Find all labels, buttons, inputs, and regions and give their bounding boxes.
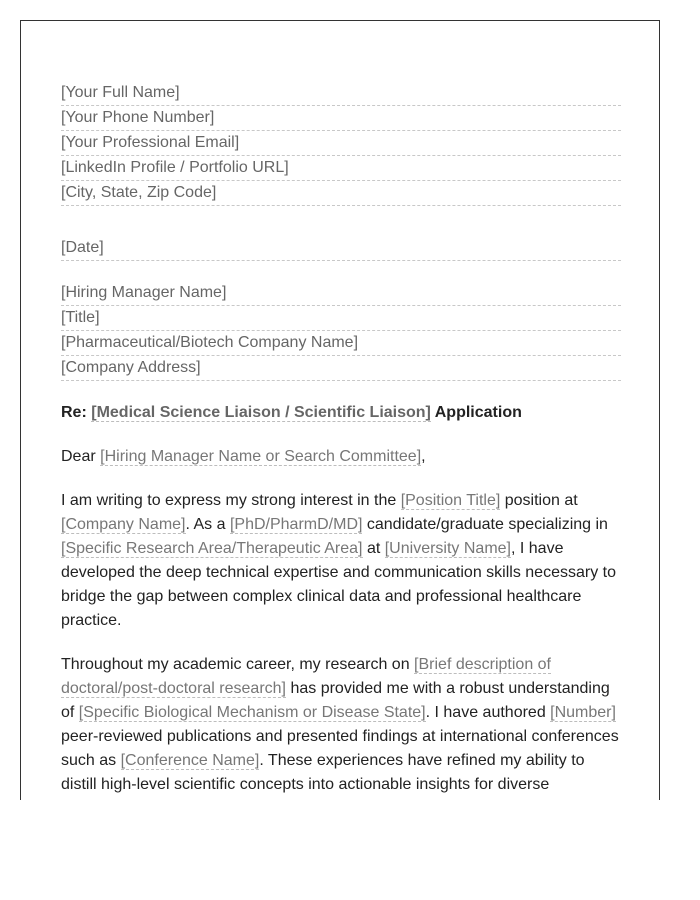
sender-location-field[interactable]: [City, State, Zip Code] xyxy=(61,181,621,206)
company-name-placeholder[interactable]: [Company Name] xyxy=(61,516,186,533)
para2-text-3: . I have authored xyxy=(425,704,551,721)
para2-text-4: peer-reviewed publications and presented findings at international conferences such as xyxy=(61,728,619,769)
sender-block xyxy=(61,81,621,206)
mechanism-placeholder[interactable]: [Specific Biological Mechanism or Disease State] xyxy=(78,704,426,721)
para1-text-5: at xyxy=(362,540,385,557)
sender-email-field[interactable]: [Your Professional Email] xyxy=(61,131,621,156)
recipient-company-field[interactable]: [Pharmaceutical/Biotech Company Name] xyxy=(61,331,621,356)
subject-suffix: Application xyxy=(434,404,522,421)
position-title-placeholder[interactable]: [Position Title] xyxy=(400,492,501,509)
salutation-prefix: Dear xyxy=(61,448,96,465)
recipient-address-field[interactable]: [Company Address] xyxy=(61,356,621,381)
salutation-name-placeholder[interactable]: [Hiring Manager Name or Search Committee] xyxy=(100,448,422,465)
recipient-title-field[interactable]: [Title] xyxy=(61,306,621,331)
recipient-name-field[interactable]: [Hiring Manager Name] xyxy=(61,281,621,306)
letter-page xyxy=(20,20,660,800)
para1-text-3: . As a xyxy=(185,516,230,533)
university-name-placeholder[interactable]: [University Name] xyxy=(384,540,511,557)
sender-name-field[interactable]: [Your Full Name] xyxy=(61,81,621,106)
letter-content xyxy=(61,81,621,797)
degree-placeholder[interactable]: [PhD/PharmD/MD] xyxy=(229,516,363,533)
research-description-placeholder[interactable]: [Brief description of doctoral/post-doctoral research] xyxy=(61,656,551,697)
para1-text-2: position at xyxy=(500,492,578,509)
para1-text-1: I am writing to express my strong interest in the xyxy=(61,492,401,509)
para2-text-1: Throughout my academic career, my research on xyxy=(61,656,415,673)
para2-text-5: . These experiences have refined my ability to distill high-level scientific concepts into actionable insights for diverse xyxy=(61,752,585,793)
subject-prefix: Re: xyxy=(61,404,87,421)
subject-role-placeholder[interactable]: [Medical Science Liaison / Scientific Liaison] xyxy=(91,404,431,421)
para2-text-2: has provided me with a robust understanding of xyxy=(61,680,610,721)
sender-linkedin-field[interactable]: [LinkedIn Profile / Portfolio URL] xyxy=(61,156,621,181)
publication-number-placeholder[interactable]: [Number] xyxy=(550,704,616,721)
salutation xyxy=(61,445,621,469)
salutation-suffix: , xyxy=(421,448,426,465)
subject-line xyxy=(61,401,621,425)
para1-text-6: , I have developed the deep technical expertise and communication skills necessary to bridge the gap between complex clinical data and professional healthcare practice. xyxy=(61,540,616,629)
research-area-placeholder[interactable]: [Specific Research Area/Therapeutic Area] xyxy=(61,540,363,557)
body-paragraph-2 xyxy=(61,653,621,797)
conference-name-placeholder[interactable]: [Conference Name] xyxy=(120,752,260,769)
sender-phone-field[interactable]: [Your Phone Number] xyxy=(61,106,621,131)
recipient-block xyxy=(61,281,621,381)
para1-text-4: candidate/graduate specializing in xyxy=(362,516,608,533)
date-field[interactable]: [Date] xyxy=(61,236,621,261)
body-paragraph-1 xyxy=(61,489,621,633)
